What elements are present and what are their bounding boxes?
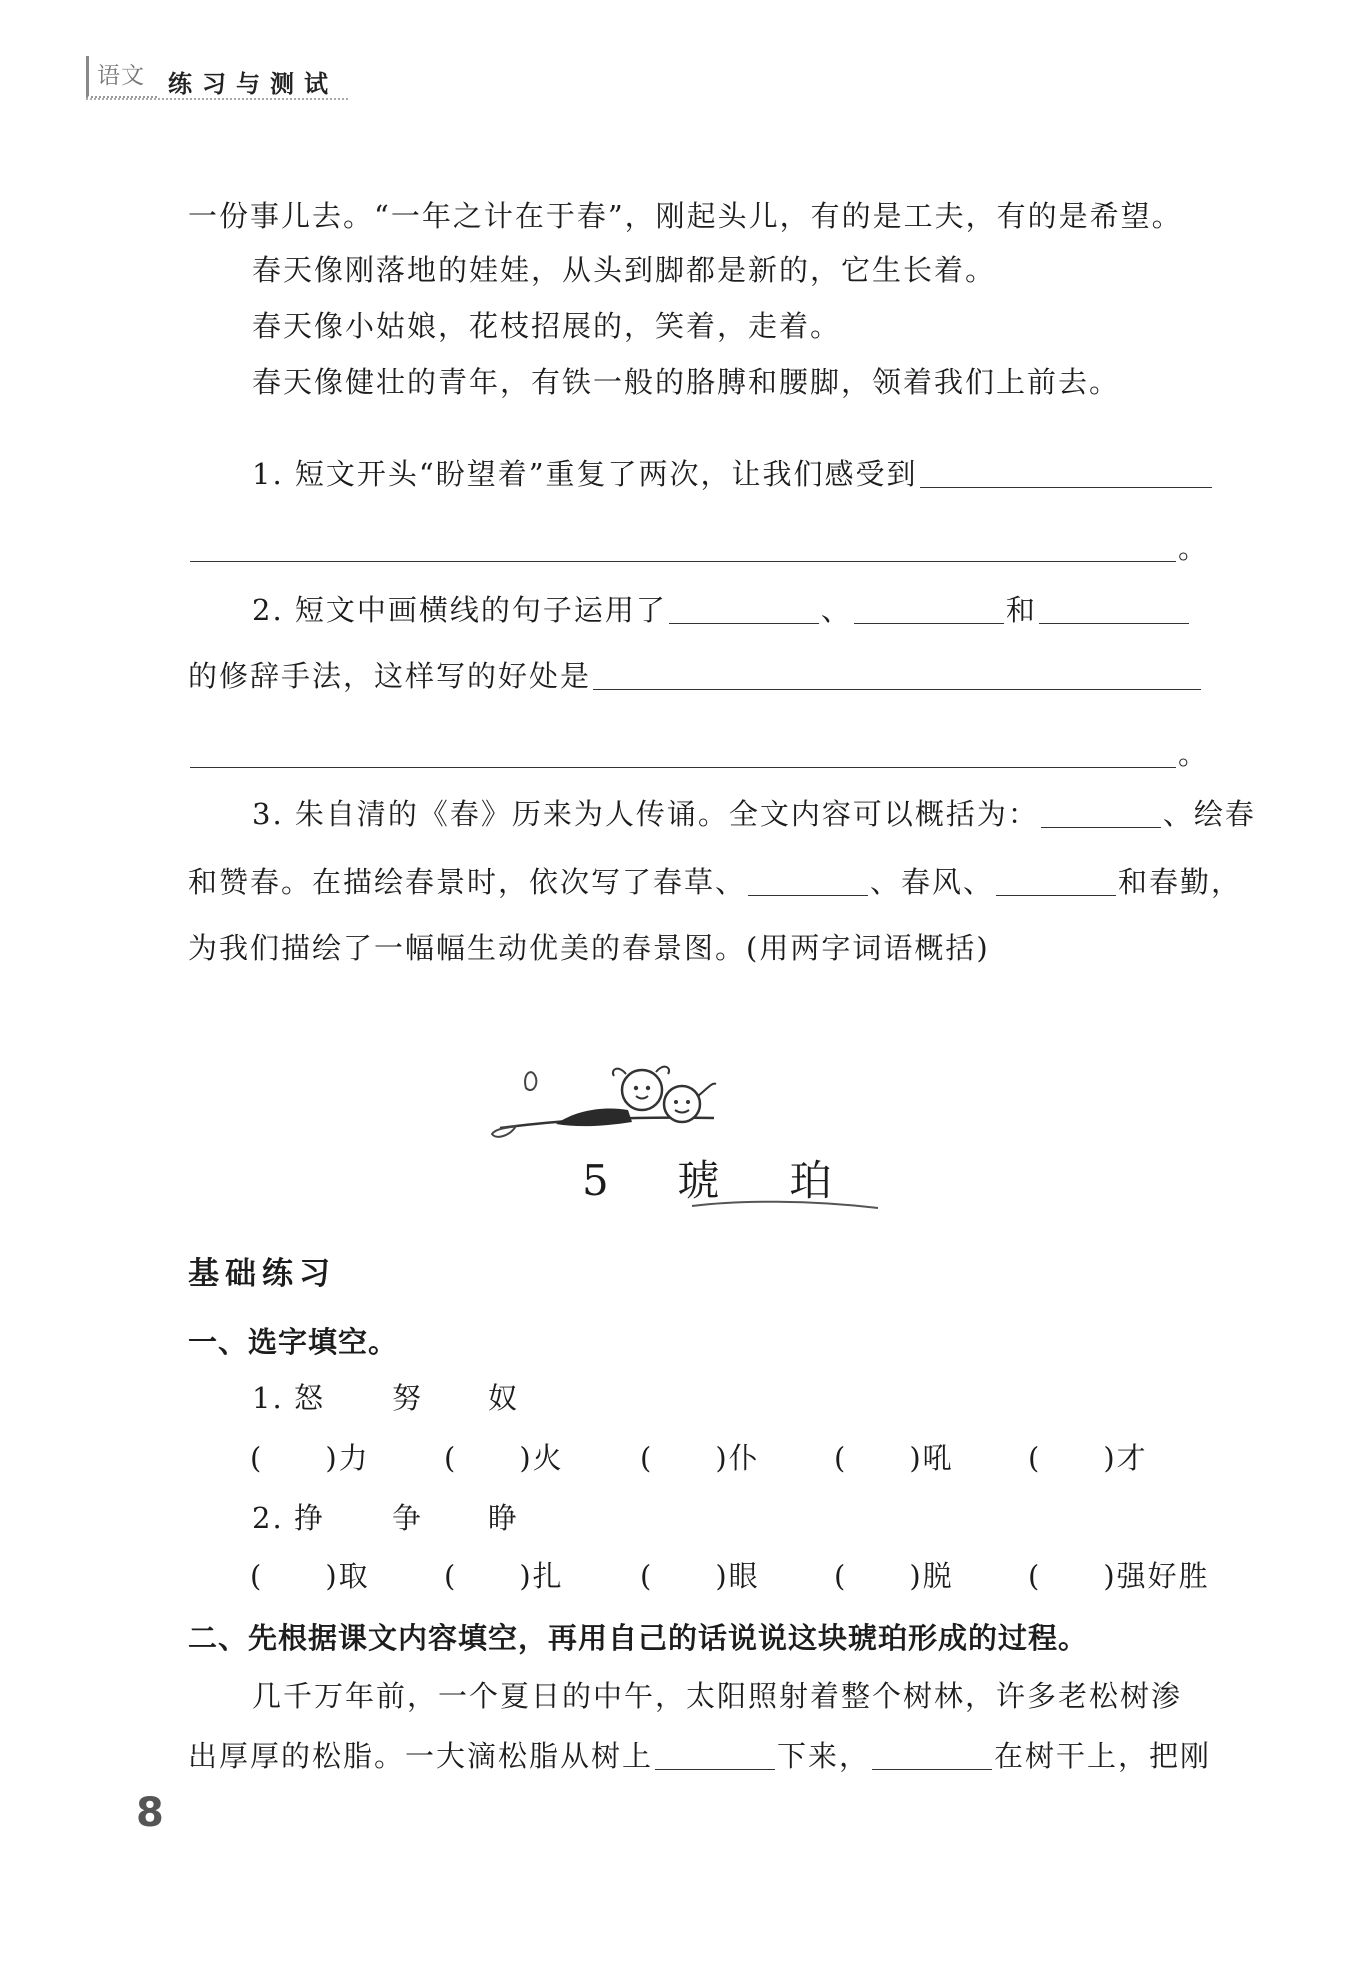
girl-body	[556, 1109, 632, 1127]
answer-blank-q2-d[interactable]	[593, 659, 1201, 690]
exercise-2-line-2	[188, 1736, 1211, 1776]
answer-blank-q2-c[interactable]	[1039, 593, 1189, 624]
answer-blank-q2-e[interactable]	[190, 737, 1176, 768]
question-2-sep1: 、	[820, 593, 852, 627]
fill-item-word: 力	[338, 1441, 370, 1475]
passage-line-4: 春天像健壮的青年，有铁一般的胳膊和腰脚，领着我们上前去。	[252, 365, 1121, 399]
boy-head	[664, 1086, 700, 1122]
fill-item[interactable]: ( )仆	[640, 1441, 760, 1475]
question-3-line-3: 为我们描绘了一幅幅生动优美的春景图。(用两字词语概括)	[188, 931, 990, 965]
fill-item[interactable]: ( )取	[250, 1559, 370, 1593]
question-2-line-2	[188, 656, 1203, 696]
fill-item-word: 火	[532, 1441, 564, 1475]
leaf	[525, 1072, 536, 1090]
page-number: 8	[136, 1790, 164, 1836]
fill-item-word: 仆	[728, 1441, 760, 1475]
question-1-line-2	[188, 528, 1209, 568]
question-2	[252, 590, 1191, 630]
fill-item[interactable]: ( )火	[444, 1441, 564, 1475]
question-3	[252, 794, 1256, 834]
exercise-1-group-1-label: 1.	[252, 1381, 284, 1415]
question-1-text: 1. 短文开头“盼望着”重复了两次，让我们感受到	[252, 457, 918, 491]
leaf	[492, 1126, 516, 1137]
lesson-name: 琥 珀	[677, 1156, 846, 1205]
question-2-line-3	[188, 734, 1209, 774]
fill-item[interactable]: ( )力	[250, 1441, 370, 1475]
kids-illustration	[486, 1044, 726, 1148]
answer-blank-ex2-a[interactable]	[655, 1739, 775, 1770]
answer-blank-q3-c[interactable]	[996, 865, 1116, 896]
question-3-text-1: 3. 朱自清的《春》历来为人传诵。全文内容可以概括为：	[252, 797, 1039, 831]
question-3-line-2	[188, 862, 1242, 902]
fill-item-word: 扎	[532, 1559, 564, 1593]
question-2-end: 。	[1178, 737, 1210, 771]
answer-blank-q3-a[interactable]	[1041, 797, 1161, 828]
exercise-2-title: 二、先根据课文内容填空，再用自己的话说说这块琥珀形成的过程。	[188, 1621, 1089, 1655]
lesson-number: 5	[582, 1156, 623, 1205]
fill-item-word: 眼	[728, 1559, 760, 1593]
char-option: 努	[392, 1381, 424, 1415]
passage-line-3: 春天像小姑娘，花枝招展的，笑着，走着。	[252, 309, 842, 343]
exercise-2-line-1: 几千万年前，一个夏日的中午，太阳照射着整个树林，许多老松树渗	[252, 1679, 1183, 1713]
fill-item-word: 才	[1116, 1441, 1148, 1475]
answer-blank-q3-b[interactable]	[748, 865, 868, 896]
fill-item[interactable]: ( )扎	[444, 1559, 564, 1593]
exercise-2-line-2-c: 在树干上，把刚	[994, 1739, 1212, 1773]
header-title: 练习与测试	[168, 70, 338, 98]
char-option: 挣	[294, 1501, 326, 1535]
question-1	[252, 454, 1214, 494]
char-option: 睁	[488, 1501, 520, 1535]
fill-item[interactable]: ( )眼	[640, 1559, 760, 1593]
fill-item-word: 强好胜	[1116, 1559, 1210, 1593]
exercise-1-title: 一、选字填空。	[188, 1325, 399, 1359]
girl-head	[622, 1070, 662, 1110]
char-option: 奴	[488, 1381, 520, 1415]
answer-blank-q2-b[interactable]	[854, 593, 1004, 624]
fill-item[interactable]: ( )脱	[834, 1559, 954, 1593]
char-option: 怒	[294, 1381, 326, 1415]
section-title: 基础练习	[188, 1256, 336, 1292]
fill-item-word: 脱	[922, 1559, 954, 1593]
question-2-line-2-text: 的修辞手法，这样写的好处是	[188, 659, 592, 693]
question-3-text-1b: 、绘春	[1162, 797, 1256, 831]
question-2-sep2: 和	[1005, 593, 1037, 627]
char-option: 争	[392, 1501, 424, 1535]
answer-blank-ex2-b[interactable]	[872, 1739, 992, 1770]
fill-item-word: 取	[338, 1559, 370, 1593]
answer-blank-q1-b[interactable]	[190, 531, 1176, 562]
header-subject-tag: 语文	[86, 56, 157, 98]
question-3-text-2a: 和赞春。在描绘春景时，依次写了春草、	[188, 865, 747, 899]
question-3-text-2b: 、春风、	[870, 865, 995, 899]
fill-item[interactable]: ( )吼	[834, 1441, 954, 1475]
header-divider	[86, 98, 348, 100]
fill-item[interactable]: ( )强好胜	[1028, 1559, 1210, 1593]
exercise-2-line-2-a: 出厚厚的松脂。一大滴松脂从树上	[188, 1739, 654, 1773]
answer-blank-q1-a[interactable]	[920, 457, 1212, 488]
fill-item[interactable]: ( )才	[1028, 1441, 1148, 1475]
fill-item-word: 吼	[922, 1441, 954, 1475]
exercise-2-line-2-b: 下来，	[777, 1739, 871, 1773]
question-2-text: 2. 短文中画横线的句子运用了	[252, 593, 667, 627]
question-1-end: 。	[1178, 531, 1210, 565]
answer-blank-q2-a[interactable]	[669, 593, 819, 624]
passage-line-1: 一份事儿去。“一年之计在于春”，刚起头儿，有的是工夫，有的是希望。	[188, 199, 1183, 233]
exercise-1-group-2-label: 2.	[252, 1501, 284, 1535]
lesson-title-underline	[690, 1196, 880, 1212]
question-3-text-2c: 和春勤，	[1118, 865, 1243, 899]
passage-line-2: 春天像刚落地的娃娃，从头到脚都是新的，它生长着。	[252, 253, 997, 287]
